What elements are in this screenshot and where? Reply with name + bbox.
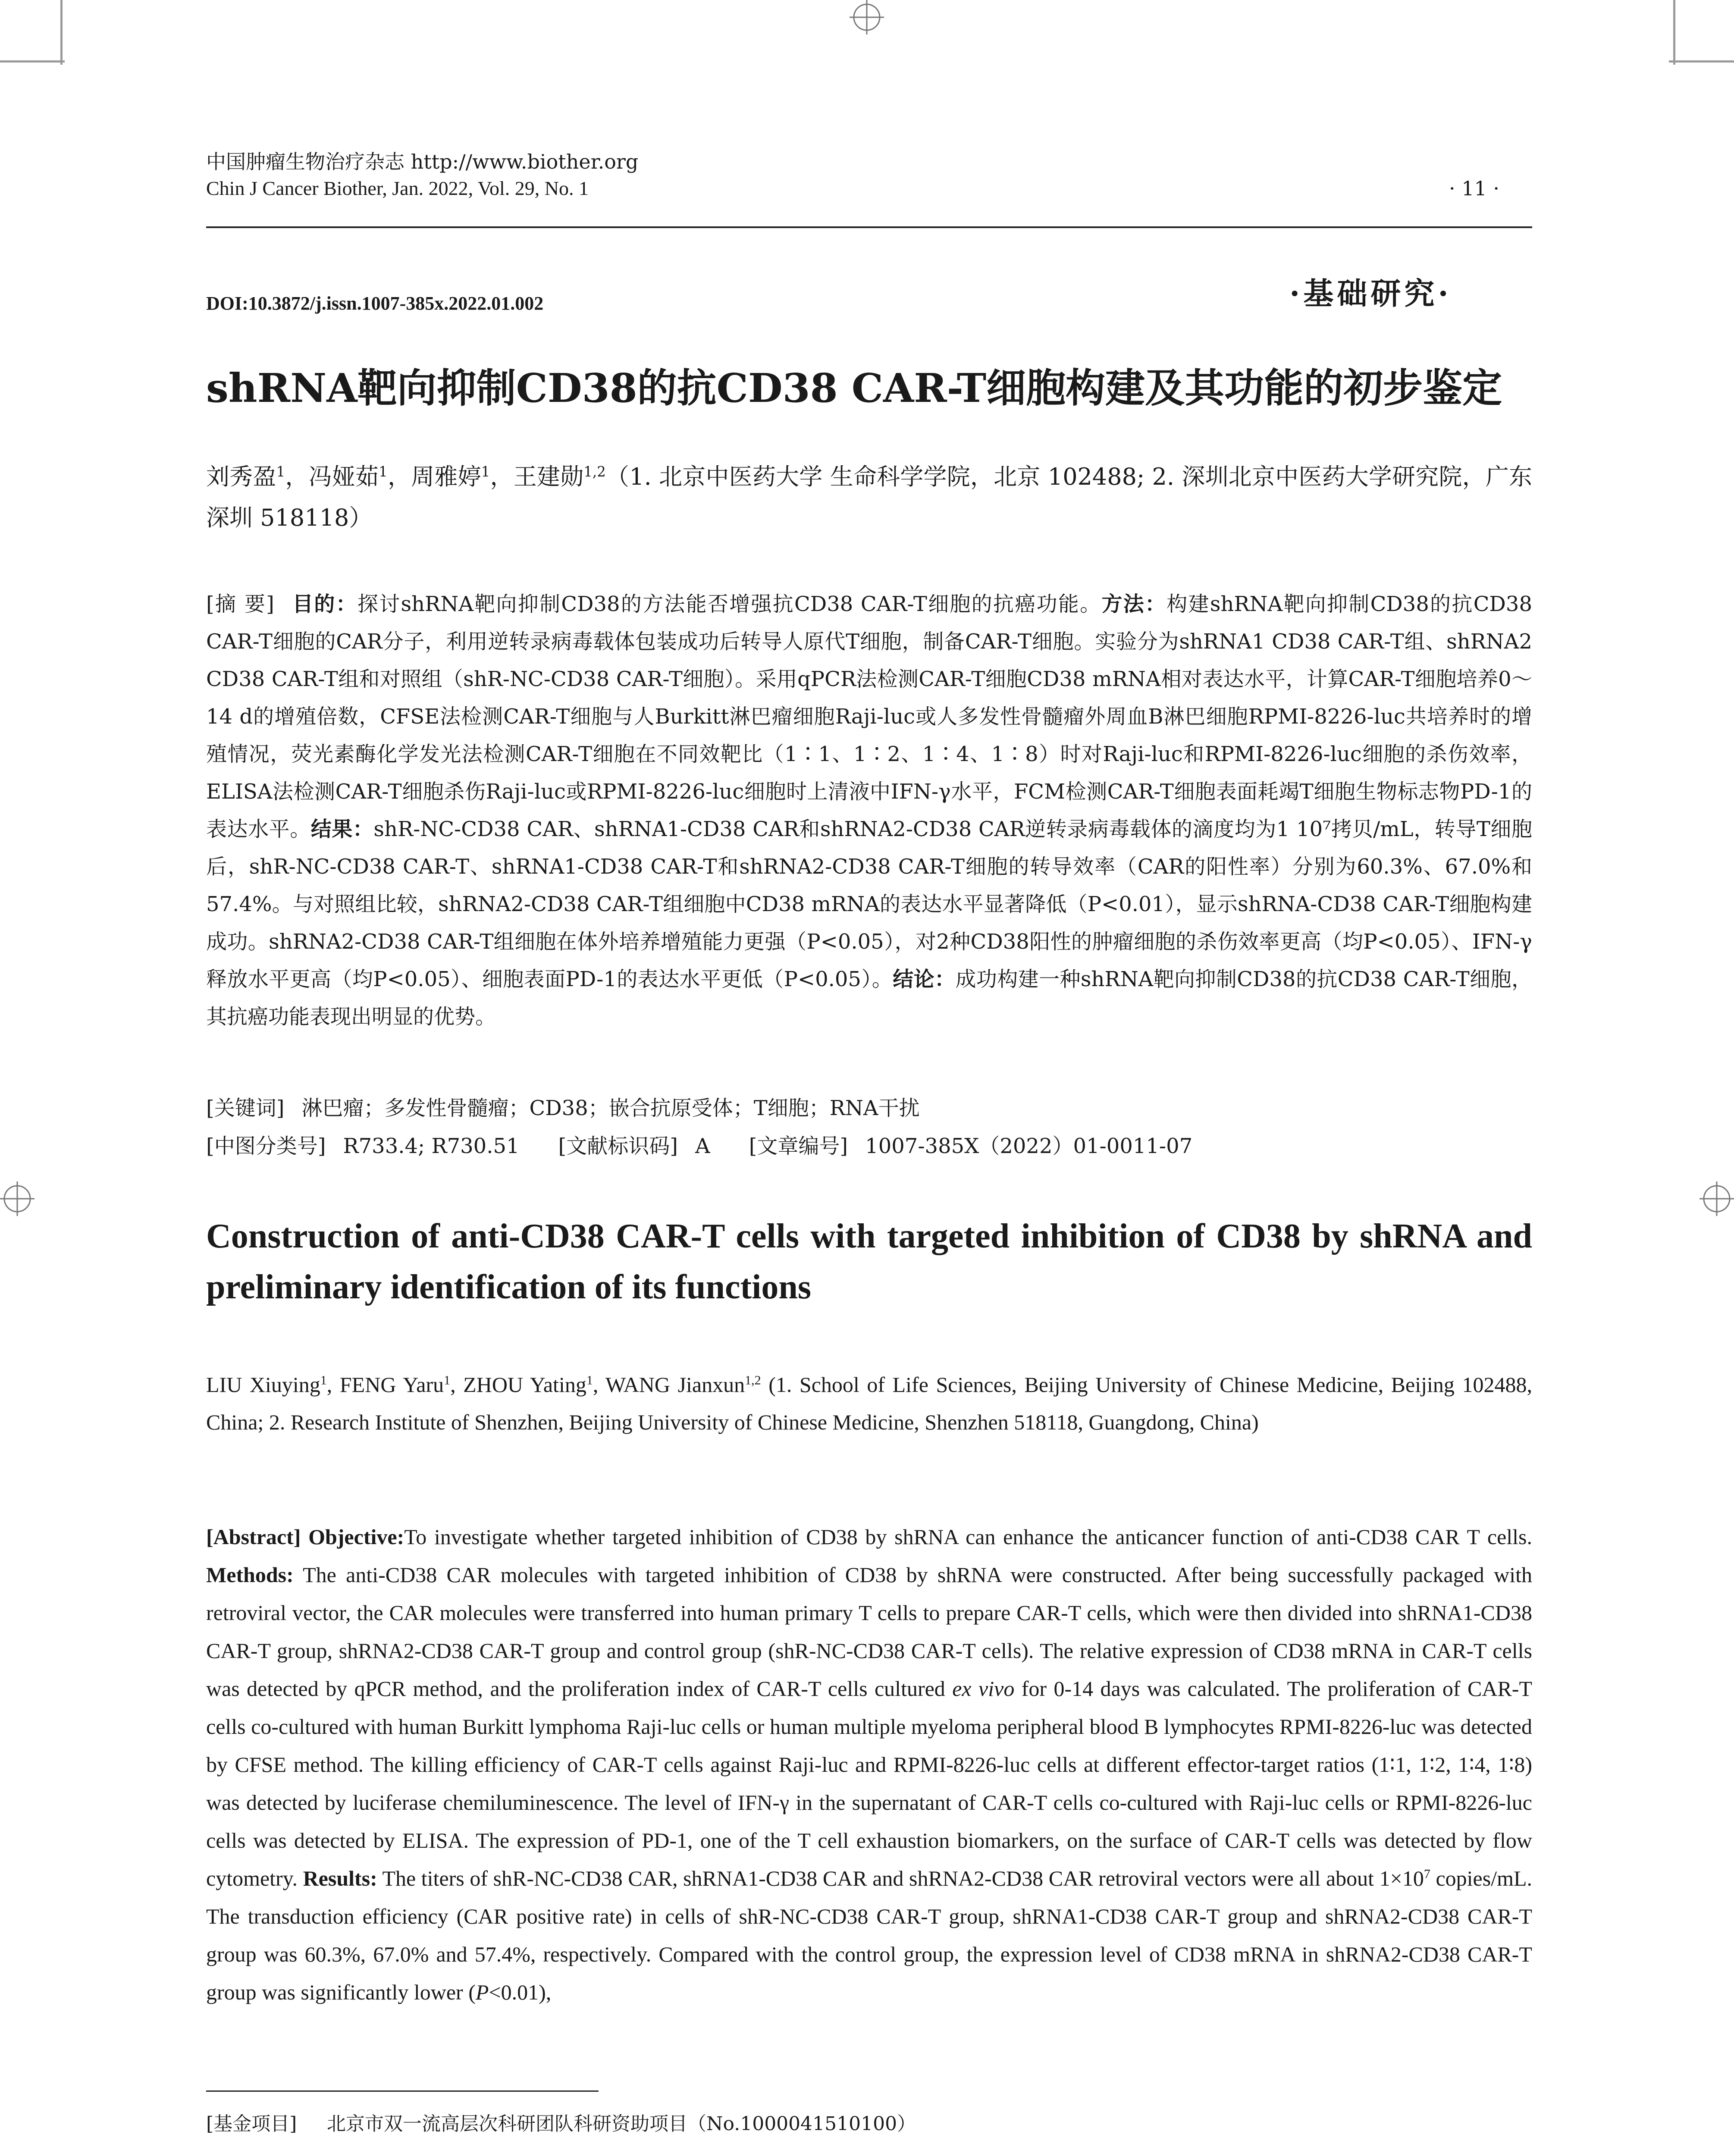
registration-mark-icon [850, 0, 884, 34]
abstract-label-cn: [摘 要] [206, 592, 274, 616]
author-name: 王建勋 [513, 463, 584, 490]
crop-mark [60, 0, 63, 65]
affiliation-cn: （1. 北京中医药大学 生命科学学院，北京 102488; 2. 深圳北京中医药大学研究院，广东 深圳 518118） [206, 463, 1533, 531]
doi: DOI:10.3872/j.issn.1007-385x.2022.01.002 [206, 293, 544, 314]
objective-label-en: Objective: [308, 1525, 404, 1549]
journal-name-en: Chin J Cancer Biother, Jan. 2022, Vol. 29, No. 1 [206, 177, 589, 199]
crop-mark [0, 60, 65, 63]
abstract-label-en: [Abstract] [206, 1525, 301, 1549]
titer-exponent: 7 [1424, 1867, 1430, 1881]
author-name: 刘秀盈 [206, 463, 276, 490]
fund-text: 北京市双一流高层次科研团队科研资助项目（No.1000041510100） [327, 2113, 916, 2135]
results-en-a: The titers of shR-NC-CD38 CAR, shRNA1-CD38 CAR and shRNA2-CD38 CAR retroviral vectors were all about 1×10 [382, 1866, 1424, 1890]
column-label: ·基础研究· [1289, 276, 1452, 311]
methods-label-en: Methods: [206, 1563, 294, 1587]
footnote-rule [206, 2090, 599, 2092]
results-cn: shR-NC-CD38 CAR、shRNA1-CD38 CAR和shRNA2-CD38 CAR逆转录病毒载体的滴度均为1 10⁷拷贝/mL，转导T细胞后，shR-NC-CD38 CAR-T、shRNA1-CD38 CAR-T和shRNA2-CD38 CAR-T细胞的转导效率（CAR的阳性率）分别为60.3%、67.0%和57.4%。与对照组比较，shRNA2-CD38 CAR-T组细胞中CD38 mRNA的表达水平显著降低（P<0.01），显示shRNA-CD38 CAR-T细胞构建成功。shRNA2-CD38 CAR-T组细胞在体外培养增殖能力更强（P<0.05），对2种CD38阳性的肿瘤细胞的杀伤效率更高（均P<0.05）、IFN-γ释放水平更高（均P<0.05）、细胞表面PD-1的表达水平更低（P<0.05）。 [206, 817, 1532, 991]
affiliation-en: (1. School of Life Sciences, Beijing University of Chinese Medicine, Beijing 102488, China; 2. Research Institute of Shenzhen, Beijing University of Chinese Medicine, Shenzhen 518118, Guangdong, China) [206, 1373, 1532, 1434]
journal-name-cn: 中国肿瘤生物治疗杂志 http://www.biother.org [206, 150, 639, 173]
running-header [206, 148, 638, 202]
results-en-b: copies/mL. The transduction efficiency (CAR positive rate) in cells of shR-NC-CD38 CAR-T group, shRNA1-CD38 CAR-T group and shRNA2-CD38 CAR-T group was 60.3%, 67.0% and 57.4%, respectively. Compared with the control group, the expression level of CD38 mRNA in shRNA2-CD38 CAR-T group was significantly lower ( [206, 1866, 1533, 2004]
abstract-en [206, 1518, 1532, 2011]
author-sup: 1 [379, 464, 388, 480]
author-name: ZHOU Yating [463, 1373, 586, 1397]
registration-mark-icon [0, 1181, 34, 1216]
author-sup: 1,2 [583, 464, 606, 480]
author-sup: 1 [444, 1373, 451, 1388]
author-name: WANG Jianxun [605, 1373, 745, 1397]
header-rule [206, 226, 1532, 228]
keywords-text-cn: 淋巴瘤；多发性骨髓瘤；CD38；嵌合抗原受体；T细胞；RNA干扰 [301, 1096, 920, 1120]
art-value: 1007-385X（2022）01-0011-07 [865, 1134, 1193, 1158]
crop-mark [1669, 60, 1734, 63]
doc-label: [文献标识码] [558, 1134, 678, 1158]
conclusion-label-cn: 结论： [893, 967, 956, 991]
footnote-author [206, 2147, 1532, 2156]
author-name: FENG Yaru [339, 1373, 444, 1397]
fund-label: [基金项目] [206, 2113, 297, 2135]
author-sup: 1 [276, 464, 285, 480]
keywords-label-cn: [关键词] [206, 1096, 285, 1120]
clc-value: R733.4; R730.51 [343, 1134, 520, 1158]
author-sup: 1 [481, 464, 490, 480]
doc-value: A [695, 1134, 710, 1158]
title-cn: shRNA靶向抑制CD38的抗CD38 CAR-T细胞构建及其功能的初步鉴定 [206, 365, 1502, 411]
methods-label-cn: 方法： [1101, 592, 1167, 616]
author-sup: 1 [320, 1373, 327, 1388]
footnote-fund [206, 2102, 1532, 2147]
methods-cn: 构建shRNA靶向抑制CD38的抗CD38 CAR-T细胞的CAR分子，利用逆转录病毒载体包装成功后转导人原代T细胞，制备CAR-T细胞。实验分为shRNA1 CD38 CAR-T组、shRNA2 CD38 CAR-T组和对照组（shR-NC-CD38 CAR-T细胞）。采用qPCR法检测CAR-T细胞CD38 mRNA相对表达水平，计算CAR-T细胞培养0～14 d的增殖倍数，CFSE法检测CAR-T细胞与人Burkitt淋巴瘤细胞Raji-luc或人多发性骨髓瘤外周血B淋巴细胞RPMI-8226-luc共培养时的增殖情况，荧光素酶化学发光法检测CAR-T细胞在不同效靶比（1∶1、1∶2、1∶4、1∶8）时对Raji-luc和RPMI-8226-luc细胞的杀伤效率，ELISA法检测CAR-T细胞杀伤Raji-luc或RPMI-8226-luc细胞时上清液中IFN-γ水平，FCM检测CAR-T细胞表面耗竭T细胞生物标志物PD-1的表达水平。 [206, 592, 1532, 841]
author-name: LIU Xiuying [206, 1373, 320, 1397]
keywords-cn [206, 1089, 1532, 1127]
footnotes [206, 2102, 1532, 2156]
authors-cn: 刘秀盈$^1$，冯娅茹$^1$，周雅婷$^1$，王建勋$^{1,2}$（1. 北京中医药大学 生命科学学院，北京 102488; 2. 深圳北京中医药大学研究院，广东 深圳 518118） [206, 463, 1533, 531]
methods-en-b: for 0-14 days was calculated. The proliferation of CAR-T cells co-cultured with human Burkitt lymphoma Raji-luc cells or human multiple myeloma peripheral blood B lymphocytes RPMI-8226-luc was detected by CFSE method. The killing efficiency of CAR-T cells against Raji-luc and RPMI-8226-luc cells at different effector-target ratios (1∶1, 1∶2, 1∶4, 1∶8) was detected by luciferase chemiluminescence. The level of IFN-γ in the supernatant of CAR-T cells co-cultured with Raji-luc cells or RPMI-8226-luc cells was detected by ELISA. The expression of PD-1, one of the T cell exhaustion biomarkers, on the surface of CAR-T cells was detected by flow cytometry. [206, 1677, 1533, 1890]
conclusion-cn: 成功构建一种shRNA靶向抑制CD38的抗CD38 CAR-T细胞，其抗癌功能表现出明显的优势。 [206, 967, 1532, 1029]
author-sup: 1 [586, 1373, 593, 1388]
results-en-c: <0.01), [489, 1980, 552, 2004]
p-value-symbol: P [475, 1980, 489, 2004]
ex-vivo: ex vivo [952, 1677, 1015, 1701]
registration-mark-icon [1700, 1181, 1734, 1216]
objective-cn: 探讨shRNA靶向抑制CD38的方法能否增强抗CD38 CAR-T细胞的抗癌功能。 [357, 592, 1102, 616]
author-info-label [206, 2147, 327, 2156]
objective-en: To investigate whether targeted inhibition of CD38 by shRNA can enhance the anticancer function of anti-CD38 CAR T cells. [404, 1525, 1533, 1549]
classification-cn [206, 1127, 1532, 1165]
page-number: · 11 · [1449, 177, 1500, 200]
author-name: 冯娅茹 [308, 463, 379, 490]
results-label-cn: 结果： [310, 817, 374, 841]
author-sup: 1,2 [745, 1373, 761, 1388]
title-en: Construction of anti-CD38 CAR-T cells with targeted inhibition of CD38 by shRNA and preliminary identification of its functions [206, 1217, 1532, 1306]
methods-en-a: The anti-CD38 CAR molecules with targeted inhibition of CD38 by shRNA were constructed. After being successfully packaged with retroviral vector, the CAR molecules were transferred into human primary T cells to prepare CAR-T cells, which were then divided into shRNA1-CD38 CAR-T group, shRNA2-CD38 CAR-T group and control group (shR-NC-CD38 CAR-T cells). The relative expression of CD38 mRNA in CAR-T cells was detected by qPCR method, and the proliferation index of CAR-T cells cultured [206, 1563, 1532, 1701]
clc-label: [中图分类号] [206, 1134, 326, 1158]
authors-en: LIU Xiuying$^1$, FENG Yaru$^1$, ZHOU Yating$^1$, WANG Jianxun$^{1,2}$ (1. School of Life Sciences, Beijing University of Chinese Medicine, Beijing 102488, China; 2. Research Institute of Shenzhen, Beijing University of Chinese Medicine, Shenzhen 518118, Guangdong, China) [206, 1373, 1532, 1434]
abstract-cn [206, 586, 1532, 1036]
objective-label-cn: 目的： [291, 592, 357, 616]
crop-mark [1673, 0, 1675, 65]
art-label: [文章编号] [749, 1134, 848, 1158]
author-name: 周雅婷 [411, 463, 481, 490]
results-label-en: Results: [303, 1866, 377, 1890]
